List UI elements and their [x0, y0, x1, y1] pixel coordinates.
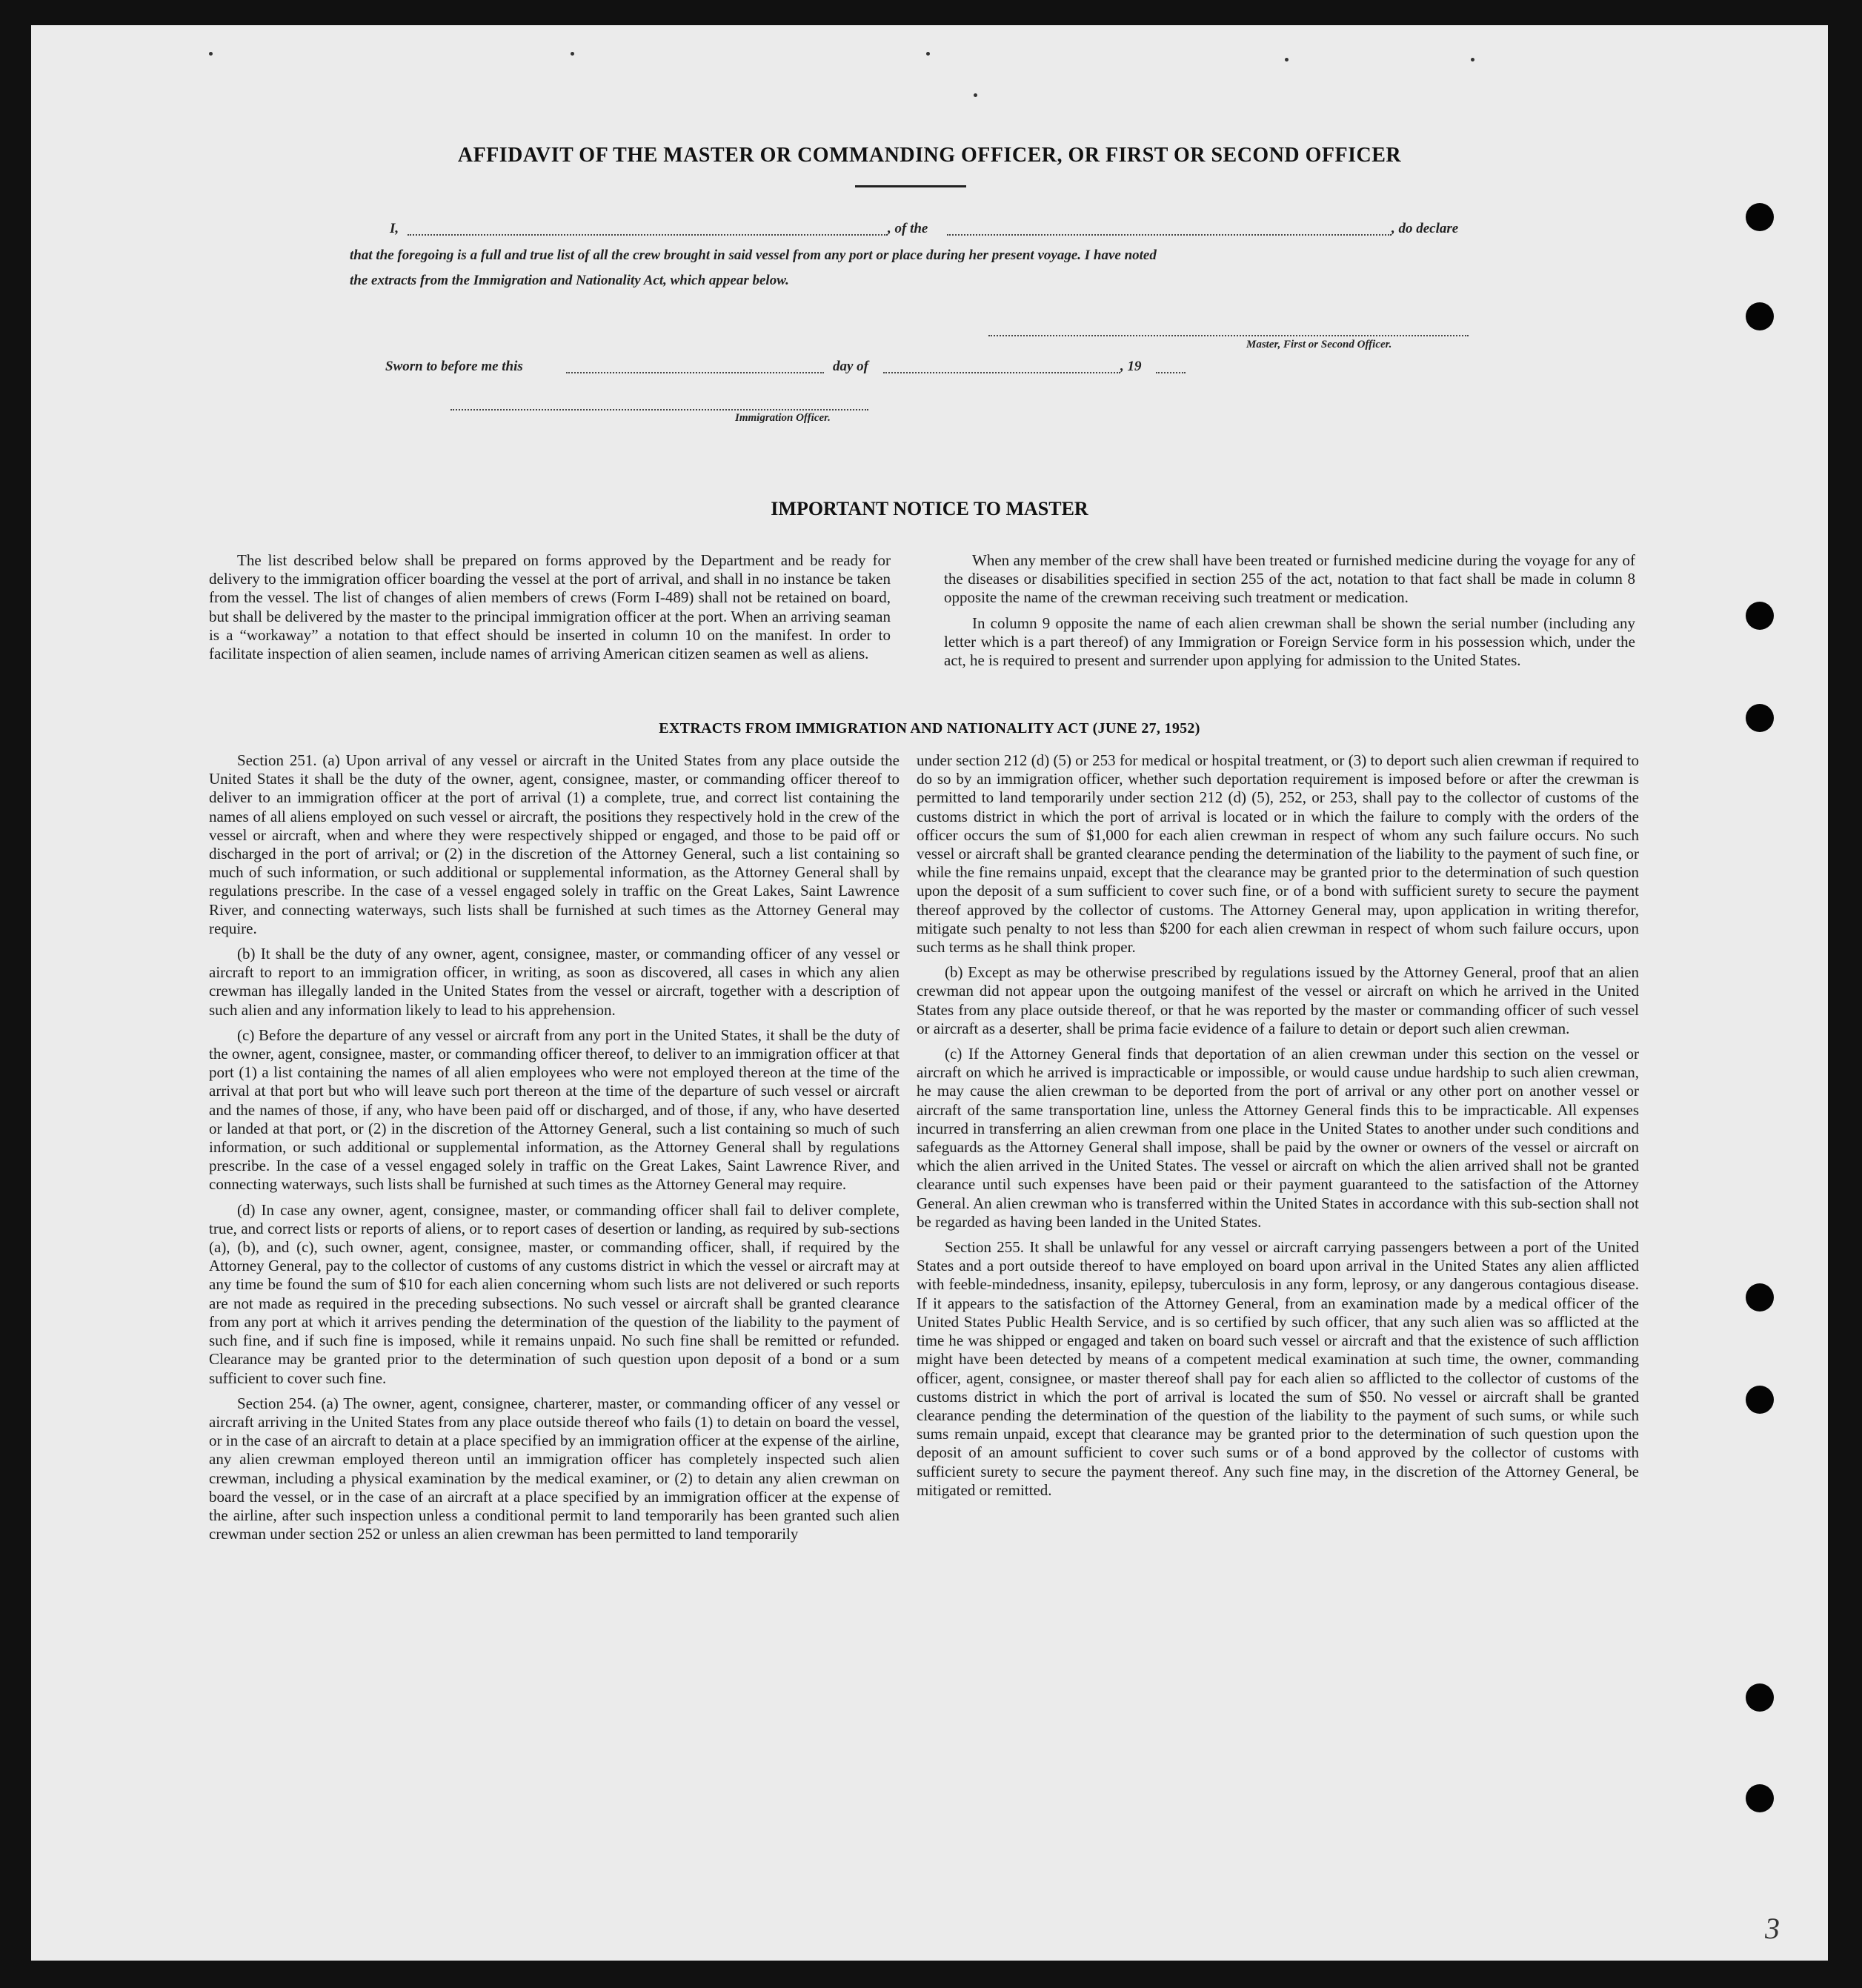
section-paragraph: (c) If the Attorney General finds that deportation of an alien crewman under this section on the vessel or aircraft on which he arrived is impracticable or impossible, or would cause undue hardship to such alien crewman, he may cause the alien crewman to be deported from the port of arrival or any other port on another vessel or aircraft of the same transportation line, unless the Attorney General finds this to be impracticable. All expenses incurred in transferring an alien crewman from one place in the United States to another under such conditions and safeguards as the Attorney General shall impose, shall be paid by the owner or owners of the vessel or aircraft on which the alien arrived in the United States. The vessel or aircraft on which the alien arrived shall not be granted clearance until such expenses have been paid or their payment guaranteed to the satisfaction of the Attorney General. An alien crewman who is transferred within the United States in accordance with this sub-section shall not be regarded as having been landed in the United States.: [917, 1045, 1639, 1231]
name-blank-line[interactable]: [408, 234, 888, 236]
section-paragraph: Section 251. (a) Upon arrival of any vessel or aircraft in the United States from any place outside the United States it shall be the duty of the owner, agent, consignee, master, or commanding officer thereof to deliver to an immigration officer at the port of arrival (1) a complete, true, and correct list containing the names of all aliens employed on such vessel or aircraft, the positions they respectively hold in the crew of the vessel or aircraft, when and where they were respectively shipped or engaged, and those to be paid off or discharged in the port of arrival; or (2) in the discretion of the Attorney General, such a list containing so much of such information, or such additional or supplemental information, as the Attorney General shall by regulations prescribe. In the case of a vessel engaged solely in traffic on the Great Lakes, Saint Lawrence River, and connecting waterways, such lists shall be furnished at such times as the Attorney General may require.: [209, 751, 900, 937]
affidavit-declare-label: , do declare: [1391, 221, 1459, 236]
binder-hole: [1746, 1683, 1774, 1712]
master-signature-caption: Master, First or Second Officer.: [1246, 339, 1392, 350]
extracts-title: EXTRACTS FROM IMMIGRATION AND NATIONALITY ACT (JUNE 27, 1952): [659, 720, 1200, 737]
section-paragraph: Section 255. It shall be unlawful for any vessel or aircraft carrying passengers between a port of the United States and a port outside thereof to have employed on board upon arrival in the United States any alien afflicted with feeble-mindedness, insanity, epilepsy, tuberculosis in any form, leprosy, or any dangerous contagious disease. If it appears to the satisfaction of the Attorney General, from an examination made by a medical officer of the United States Public Health Service, and is so certified by such officer, that any such alien was so afflicted at the time he was shipped or engaged and taken on board such vessel or aircraft and that the existence of such affliction might have been detected by means of a competent medical examination at such time, the owner, commanding officer, agent, consignee, or master thereof shall pay for each alien so afflicted to the collector of customs of the customs district in which the port of arrival is located the sum of $50. No vessel or aircraft shall be granted clearance pending the determination of the question of the liability to the payment of such sums, or while such sums remain unpaid, except that clearance may be granted prior to the determination of such question upon the deposit of an amount sufficient to cover such sums or of a bond approved by the collector of customs with sufficient surety to secure the payment thereof. Any such fine may, in the discretion of the Attorney General, be mitigated or remitted.: [917, 1238, 1639, 1499]
vessel-blank-line[interactable]: [947, 234, 1391, 236]
binder-hole: [1746, 1283, 1774, 1312]
day-of-label: day of: [833, 359, 869, 374]
binder-hole: [1746, 1386, 1774, 1414]
section-paragraph: (b) Except as may be otherwise prescribed by regulations issued by the Attorney General, proof that an alien crewman did not appear upon the outgoing manifest of the vessel or aircraft on which he arrived in the United States from any place outside thereof, or that he was reported by the master or commanding officer of such vessel or aircraft as a deserter, shall be prima facie evidence of a failure to detain or deport such alien crewman.: [917, 963, 1639, 1037]
binder-hole: [1746, 1784, 1774, 1812]
immigration-officer-signature-line[interactable]: [450, 409, 868, 410]
year-label: , 19: [1120, 359, 1142, 374]
extracts-left-column: [209, 751, 900, 1550]
section-paragraph: Section 254. (a) The owner, agent, consignee, charterer, master, or commanding officer of any vessel or aircraft arriving in the United States from any place outside thereof who fails (1) to detain on board the vessel, or in the case of an aircraft to detain at a place specified by an immigration officer at the expense of the airline, any alien crewman employed thereon until an immigration officer has completely inspected such alien crewman, including a physical examination by the medical examiner, or (2) to detain any alien crewman on board the vessel, or in the case of an aircraft at a place specified by an immigration officer at the expense of the airline, after such inspection unless a conditional permit to land temporarily has been granted such alien crewman under section 252 or unless an alien crewman has been permitted to land temporarily: [209, 1394, 900, 1543]
affidavit-i-label: I,: [390, 221, 399, 236]
sworn-day-blank[interactable]: [566, 372, 824, 373]
notice-title: IMPORTANT NOTICE TO MASTER: [771, 498, 1088, 519]
affidavit-of-the-label: , of the: [888, 221, 928, 236]
binder-hole: [1746, 203, 1774, 231]
title-underline: [855, 185, 966, 187]
binder-hole: [1746, 602, 1774, 630]
document-page: [31, 25, 1828, 1961]
notice-right-column: [944, 551, 1635, 676]
speck: [974, 93, 977, 97]
immigration-officer-caption: Immigration Officer.: [735, 412, 831, 424]
section-paragraph: (c) Before the departure of any vessel or aircraft from any port in the United States, it shall be the duty of the owner, agent, consignee, master, or commanding officer thereof, to deliver to an immigration officer at that port (1) a list containing the names of all alien employees who were not employed thereon at the time of the arrival at that port but who will leave such port thereon at the time of the departure of such vessel or aircraft and the names of those, if any, who have been paid off or discharged, and of those, if any, who have deserted or landed at that port, or (2) in the discretion of the Attorney General, such a list containing so much of such information, or such additional or supplemental information, as the Attorney General shall by regulations prescribe. In the case of a vessel engaged solely in traffic on the Great Lakes, Saint Lawrence River, and connecting waterways, such lists shall be furnished at such times as the Attorney General may require.: [209, 1025, 900, 1194]
notice-paragraph: In column 9 opposite the name of each alien crewman shall be shown the serial number (including any letter which is a part thereof) of any Immigration or Foreign Service form in his possession which, under the act, he is required to present and surrender upon applying for admission to the United States.: [944, 614, 1635, 670]
section-paragraph: (d) In case any owner, agent, consignee, master, or commanding officer shall fail to deliver complete, true, and correct lists or reports of aliens, or to report cases of desertion or landing, as required by sub-sections (a), (b), and (c), such owner, agent, consignee, master, or commanding officer, shall, if required by the Attorney General, pay to the collector of customs of any customs district in which the vessel or aircraft may at any time be found the sum of $10 for each alien concerning whom such lists are not delivered or such reports are not made as required in the preceding subsections. No such vessel or aircraft shall be granted clearance from any port at which it arrives pending the determination of the question of the liability to the payment of such fine, and if such fine is imposed, while it remains unpaid. No such fine shall be remitted or refunded. Clearance may be granted prior to the determination of such question upon deposit of a bond or a sum sufficient to cover such fine.: [209, 1200, 900, 1387]
master-signature-line[interactable]: [988, 335, 1469, 336]
speck: [209, 52, 213, 56]
affidavit-title: AFFIDAVIT OF THE MASTER OR COMMANDING OFFICER, OR FIRST OR SECOND OFFICER: [457, 144, 1402, 167]
speck: [926, 52, 930, 56]
affidavit-statement-line: that the foregoing is a full and true list of all the crew brought in said vessel from any port or place during her present voyage. I have noted: [350, 247, 1157, 263]
notice-paragraph: The list described below shall be prepared on forms approved by the Department and be ready for delivery to the immigration officer boarding the vessel at the port of arrival, and shall in no instance be taken from the vessel. The list of changes of alien members of crews (Form I-489) shall not be retained on board, but shall be delivered by the master to the principal immigration officer at the port. When an arriving seaman is a “workaway” a notation to that effect should be inserted in column 10 on the manifest. In order to facilitate inspection of alien seamen, include names of arriving American citizen seamen as well as aliens.: [209, 551, 891, 663]
handwritten-page-number: 3: [1765, 1912, 1780, 1945]
notice-paragraph: When any member of the crew shall have been treated or furnished medicine during the voyage for any of the diseases or disabilities specified in section 255 of the act, notation to that fact shall be made in column 8 opposite the name of the crewman receiving such treatment or medication.: [944, 551, 1635, 607]
extracts-right-column: [917, 751, 1639, 1506]
section-paragraph: (b) It shall be the duty of any owner, agent, consignee, master, or commanding officer of any vessel or aircraft to report to an immigration officer, in writing, as soon as discovered, all cases in which any alien crewman has illegally landed in the United States from the vessel or aircraft, together with a description of such alien and any information likely to lead to his apprehension.: [209, 945, 900, 1019]
speck: [571, 52, 574, 56]
notice-left-column: [209, 551, 891, 670]
speck: [1285, 58, 1289, 61]
affidavit-statement-line-2: the extracts from the Immigration and Nationality Act, which appear below.: [350, 273, 789, 288]
sworn-label: Sworn to before me this: [385, 359, 523, 374]
speck: [1471, 58, 1474, 61]
sworn-month-blank[interactable]: [883, 372, 1120, 373]
sworn-year-blank[interactable]: [1156, 372, 1186, 373]
binder-hole: [1746, 704, 1774, 732]
section-paragraph: under section 212 (d) (5) or 253 for medical or hospital treatment, or (3) to deport such alien crewman if required to do so by an immigration officer, whether such deportation requirement is imposed before or after the crewman is permitted to land temporarily under section 212 (d) (5), 252, or 253, shall pay to the collector of customs of the customs district in which the port of arrival is located or in which the failure to comply with the orders of the officer occurs the sum of $1,000 for each alien crewman in respect of whom any such failure occurs. No such vessel or aircraft shall be granted clearance pending the determination of the liability to the payment of such fine, or while the fine remains unpaid, except that the clearance may be granted prior to the determination of such question upon the deposit of a sum sufficient to cover such fine, or of a bond with sufficient surety to secure the payment thereof approved by the collector of customs. The Attorney General may, upon application in writing therefor, mitigate such penalty to not less than $200 for each alien crewman in respect of whom such failure occurs, upon such terms as he shall think proper.: [917, 751, 1639, 957]
binder-hole: [1746, 302, 1774, 330]
